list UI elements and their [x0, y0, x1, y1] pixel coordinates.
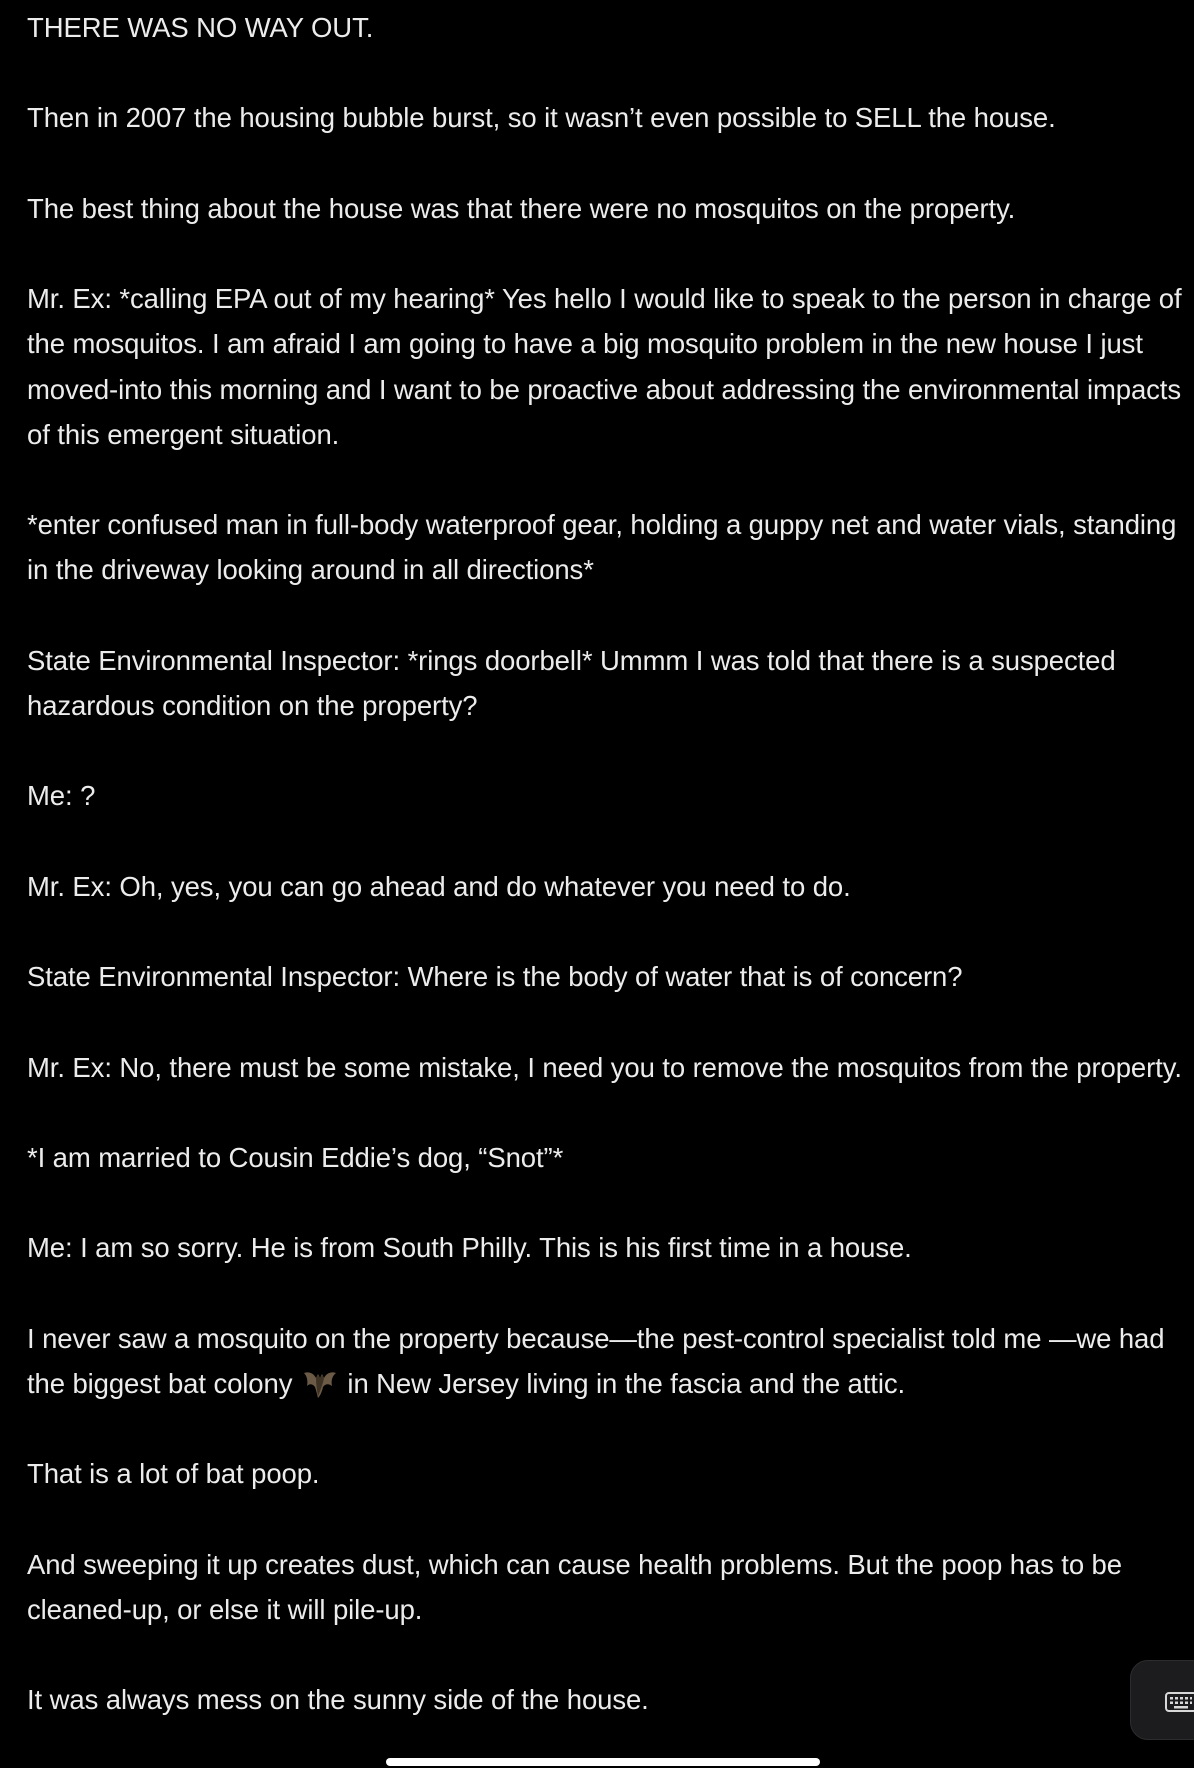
note-paragraph: State Environmental Inspector: *rings doorbell* Ummm I was told that there is a suspected hazardous condition on the property? [27, 644, 1124, 721]
note-paragraph: Me: I am so sorry. He is from South Philly. This is his first time in a house. [27, 1232, 912, 1264]
keyboard-toggle-button[interactable] [1130, 1660, 1194, 1740]
bat-paragraph-after: in New Jersey living in the fascia and the attic. [339, 1367, 906, 1399]
note-paragraph: The best thing about the house was that there were no mosquitos on the property. [27, 192, 1016, 224]
note-paragraph: Mr. Ex: No, there must be some mistake, I need you to remove the mosquitos from the property. [27, 1051, 1182, 1083]
keyboard-icon [1165, 1692, 1194, 1712]
bat-paragraph-before: I never saw a mosquito on the property because—the pest-control specialist told me —we had the biggest bat colony [27, 1322, 1172, 1399]
note-paragraph: That is a lot of bat poop. [27, 1458, 320, 1490]
note-paragraph: Me: ? [27, 780, 96, 812]
note-paragraph: *I am married to Cousin Eddie’s dog, “Snot”* [27, 1141, 564, 1173]
bat-emoji [301, 1365, 339, 1399]
note-paragraph: It was always mess on the sunny side of the house. [27, 1684, 649, 1716]
note-paragraph: Mr. Ex: *calling EPA out of my hearing* Yes hello I would like to speak to the person in charge of the mosquitos. I am afraid I am going to have a big mosquito problem in the new house I just moved-into this morning and I want to be proactive about addressing the environmental impacts of this emergent situation. [27, 283, 1190, 450]
note-paragraph: And sweeping it up creates dust, which can cause health problems. But the poop has to be cleaned-up, or else it will pile-up. [27, 1548, 1130, 1625]
note-body[interactable] [27, 5, 1190, 1768]
note-paragraph-bat [27, 1316, 1187, 1406]
home-indicator[interactable] [386, 1758, 820, 1766]
note-paragraph: THERE WAS NO WAY OUT. [27, 12, 374, 43]
note-paragraph: Mr. Ex: Oh, yes, you can go ahead and do whatever you need to do. [27, 870, 851, 902]
note-paragraph: Then in 2007 the housing bubble burst, so it wasn’t even possible to SELL the house. [27, 102, 1056, 134]
note-paragraph: *enter confused man in full-body waterproof gear, holding a guppy net and water vials, standing in the driveway looking around in all directions* [27, 509, 1184, 586]
note-paragraph: State Environmental Inspector: Where is the body of water that is of concern? [27, 961, 963, 993]
